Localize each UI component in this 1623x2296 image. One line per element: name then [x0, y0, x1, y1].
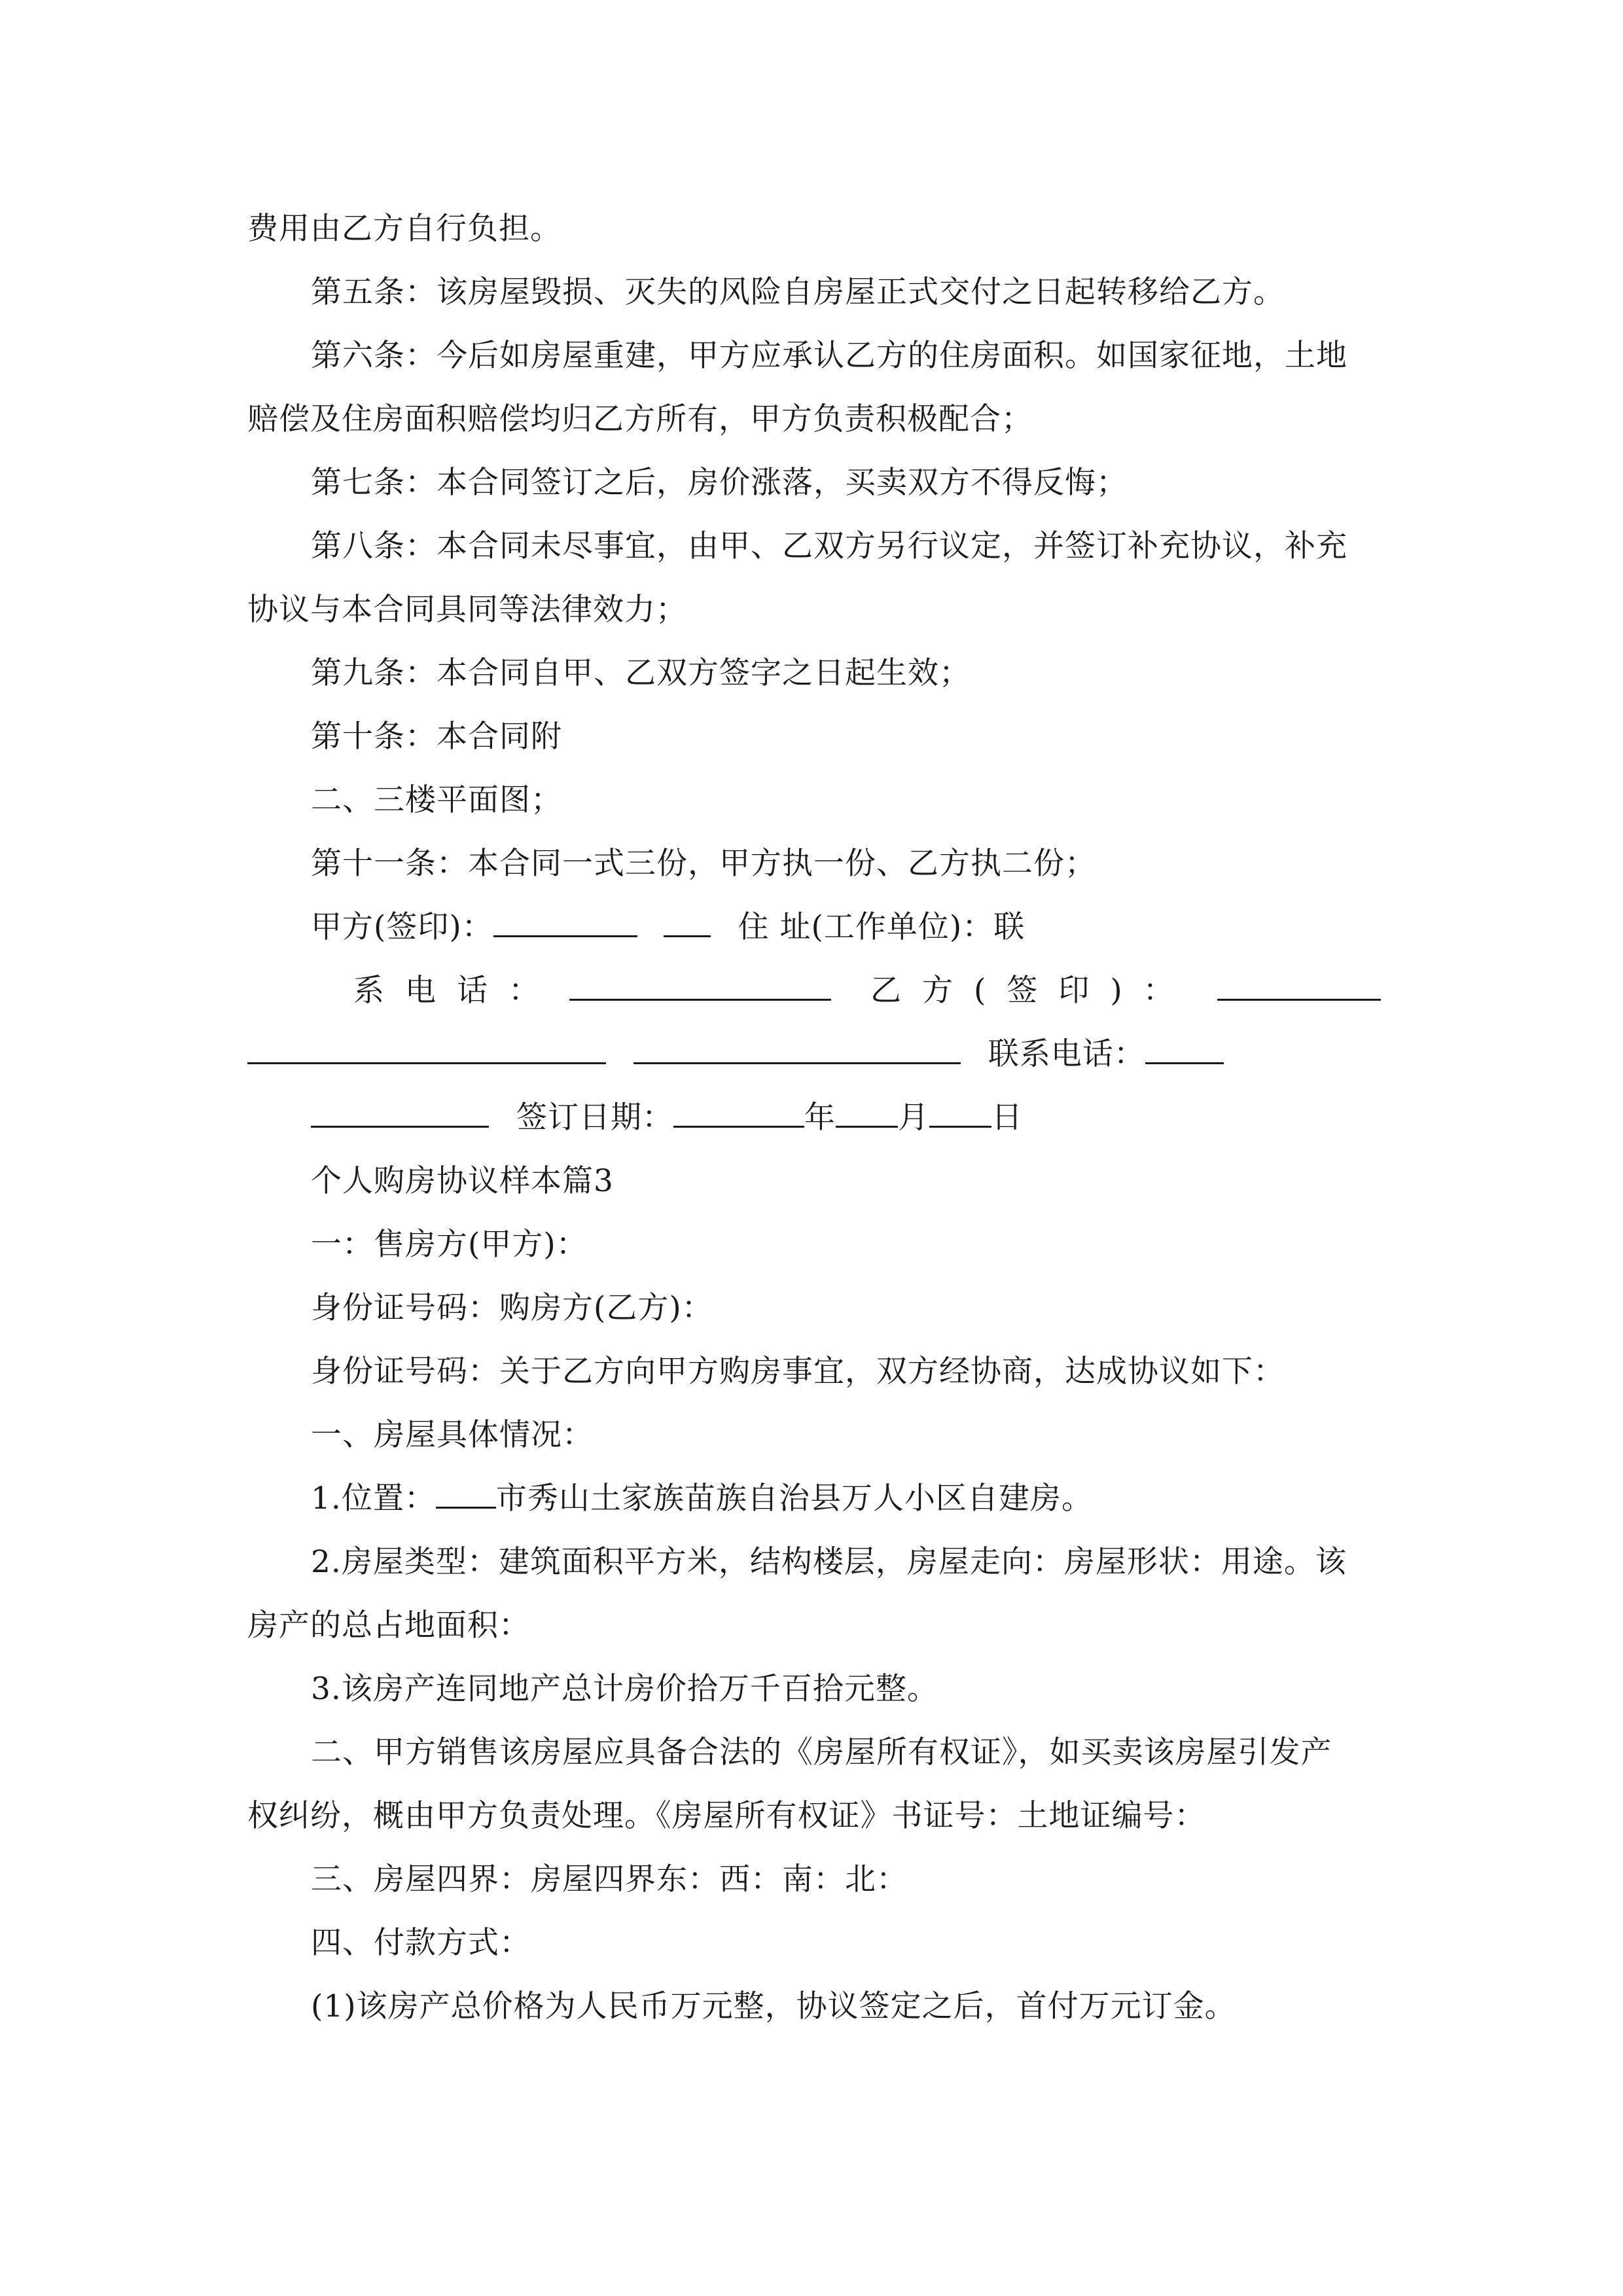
location-text: 市秀山土家族苗族自治县万人小区自建房。 — [495, 1480, 1093, 1516]
year-label: 年 — [804, 1100, 836, 1136]
phone-blank — [569, 962, 831, 1001]
house-type-line: 2.房屋类型：建筑面积平方米，结构楼层，房屋走向：房屋形状：用途。该 — [311, 1544, 1347, 1580]
party-b-blank — [1217, 962, 1381, 1001]
year-blank — [673, 1089, 804, 1128]
signature-row-a — [311, 898, 1450, 957]
paragraph-line: 赔偿及住房面积赔偿均归乙方所有，甲方负责积极配合； — [247, 401, 1033, 437]
day-blank — [929, 1089, 991, 1128]
clause-6: 第六条：今后如房屋重建，甲方应承认乙方的住房面积。如国家征地，土地 — [311, 338, 1347, 374]
phone-label: 系电话： — [353, 973, 560, 1009]
party-a-blank — [493, 899, 637, 937]
phone-blank-wrap — [569, 961, 831, 1020]
party-a-blank-2 — [664, 899, 711, 937]
clause-9: 第九条：本合同自甲、乙双方签字之日起生效； — [311, 655, 971, 691]
location-line — [311, 1469, 1450, 1528]
date-prefix-blank — [311, 1089, 489, 1128]
signature-row-c — [247, 1025, 1386, 1084]
house-details-heading: 一、房屋具体情况： — [311, 1417, 594, 1453]
address-label: 住 址(工作单位)：联 — [738, 909, 1026, 945]
party-b-blank-wrap — [1217, 961, 1381, 1020]
contact-phone-blank — [1145, 1026, 1224, 1064]
location-blank — [436, 1470, 496, 1509]
party-a-label: 甲方(签印)： — [311, 909, 493, 945]
blank-long-1 — [247, 1026, 606, 1064]
paragraph-line: 权纠纷，概由甲方负责处理。《房屋所有权证》书证号：土地证编号： — [247, 1798, 1206, 1834]
clause-7: 第七条：本合同签订之后，房价涨落，买卖双方不得反悔； — [311, 465, 1128, 501]
contact-phone-label: 联系电话： — [988, 1036, 1145, 1072]
ownership-line: 二、甲方销售该房屋应具备合法的《房屋所有权证》，如买卖该房屋引发产 — [311, 1734, 1332, 1770]
location-label: 1.位置： — [311, 1480, 436, 1516]
day-label: 日 — [991, 1100, 1023, 1136]
clause-10: 第十条：本合同附 — [311, 719, 562, 755]
section-title: 个人购房协议样本篇3 — [311, 1163, 614, 1199]
id-buyer-line: 身份证号码：购房方(乙方)： — [311, 1290, 713, 1326]
clause-5: 第五条：该房屋毁损、灭失的风险自房屋正式交付之日起转移给乙方。 — [311, 274, 1285, 310]
month-label: 月 — [897, 1100, 929, 1136]
agreement-intro: 身份证号码：关于乙方向甲方购房事宜，双方经协商，达成协议如下： — [311, 1354, 1285, 1390]
date-label: 签订日期： — [516, 1100, 673, 1136]
clause-11: 第十一条：本合同一式三份，甲方执一份、乙方执二份； — [311, 846, 1096, 882]
seller-line: 一：售房方(甲方)： — [311, 1227, 588, 1263]
signature-row-date — [311, 1088, 1450, 1147]
payment-line: (1)该房产总价格为人民币万元整，协议签定之后，首付万元订金。 — [311, 1988, 1236, 2024]
month-blank — [836, 1089, 898, 1128]
paragraph-line: 二、三楼平面图； — [311, 782, 562, 818]
price-line: 3.该房产连同地产总计房价拾万千百拾元整。 — [311, 1671, 938, 1707]
payment-heading: 四、付款方式： — [311, 1925, 531, 1961]
paragraph-line: 房产的总占地面积： — [247, 1607, 530, 1643]
paragraph-line: 协议与本合同具同等法律效力； — [247, 592, 687, 628]
boundaries-line: 三、房屋四界：房屋四界东：西：南：北： — [311, 1861, 908, 1897]
paragraph-line: 费用由乙方自行负担。 — [247, 211, 562, 247]
party-b-label: 乙方(签印)： — [870, 973, 1195, 1009]
clause-8: 第八条：本合同未尽事宜，由甲、乙双方另行议定，并签订补充协议，补充 — [311, 528, 1347, 564]
blank-long-2 — [633, 1026, 961, 1064]
